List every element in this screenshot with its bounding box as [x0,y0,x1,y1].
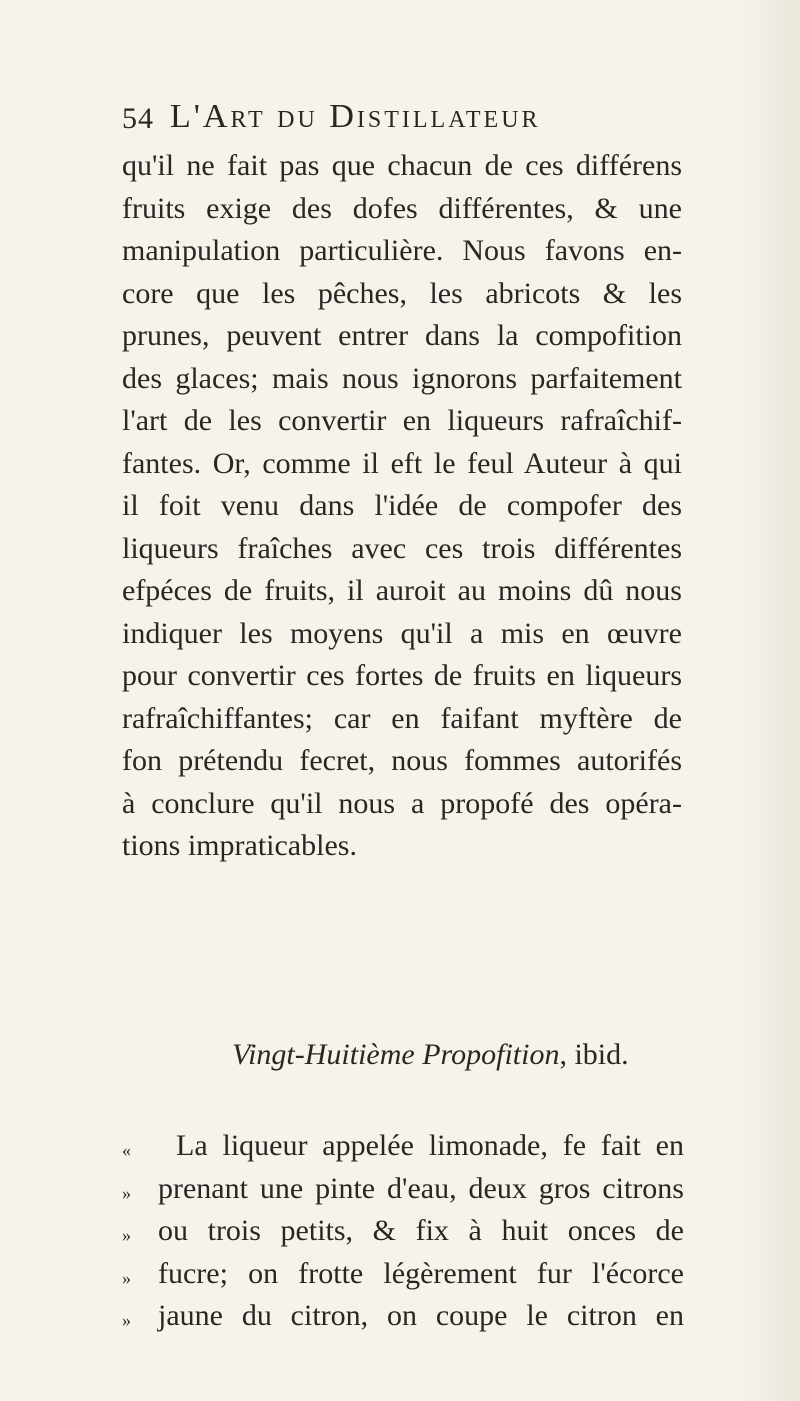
text-line: tions impraticables. [122,829,357,862]
running-title: L'Art du Distillateur [170,98,541,135]
quotation-block [122,1125,684,1338]
quote-line [122,1210,684,1253]
text-line: des glaces; mais nous ignorons parfaitement [122,361,682,395]
quote-cont-mark: » [122,1182,131,1203]
quote-cont-mark: » [122,1310,131,1330]
page-edge-shadow [740,0,800,1401]
text-line: fruits exige des dofes différentes, & une [122,191,682,225]
quote-line [122,1168,684,1211]
section-heading-separator: , [559,1038,567,1071]
text-line: fantes. Or, comme il eft le feul Auteur à qui [122,446,682,480]
section-heading [232,1038,672,1072]
quote-line [122,1253,684,1296]
text-line: l'art de les convertir en liqueurs rafraîchif- [122,404,682,437]
quote-line [122,1125,684,1168]
quote-open-mark: « [122,1140,131,1160]
quote-line-text: fucre; on frotte légèrement fur l'écorce [158,1256,684,1290]
page-header [122,98,682,138]
quote-line-text: prenant une pinte d'eau, deux gros citrons [158,1171,684,1205]
text-line: à conclure qu'il nous a propofé des opéra- [122,786,682,820]
section-heading-title: Vingt-Huitième Propofition [232,1038,560,1071]
text-line: core que les pêches, les abricots & les [122,276,682,310]
quote-cont-mark: » [122,1225,131,1245]
quote-line [122,1295,684,1338]
quote-cont-mark: » [122,1267,131,1288]
text-line: prunes, peuvent entrer dans la compofition [122,319,682,352]
text-line: liqueurs fraîches avec ces trois différentes [122,531,682,565]
text-line: manipulation particulière. Nous favons en- [122,234,682,267]
quote-line-text: La liqueur appelée limonade, fe fait en [176,1129,684,1162]
quote-line-text: jaune du citron, on coupe le citron en [158,1299,684,1332]
text-line: fon prétendu fecret, nous fommes autorifés [122,744,682,777]
text-line: rafraîchiffantes; car en faifant myftère de [122,701,682,735]
text-line: indiquer les moyens qu'il a mis en œuvre [122,616,682,650]
text-line: il foit venu dans l'idée de compofer des [122,489,682,522]
body-paragraph [122,145,682,868]
text-line: qu'il ne fait pas que chacun de ces différens [122,149,682,182]
section-heading-ref: ibid. [566,1038,629,1071]
page-number: 54 [122,102,154,135]
text-line: pour convertir ces fortes de fruits en liqueurs [122,659,682,692]
text-line: efpéces de fruits, il auroit au moins dû nous [122,574,682,607]
quote-line-text: ou trois petits, & fix à huit onces de [158,1214,684,1247]
